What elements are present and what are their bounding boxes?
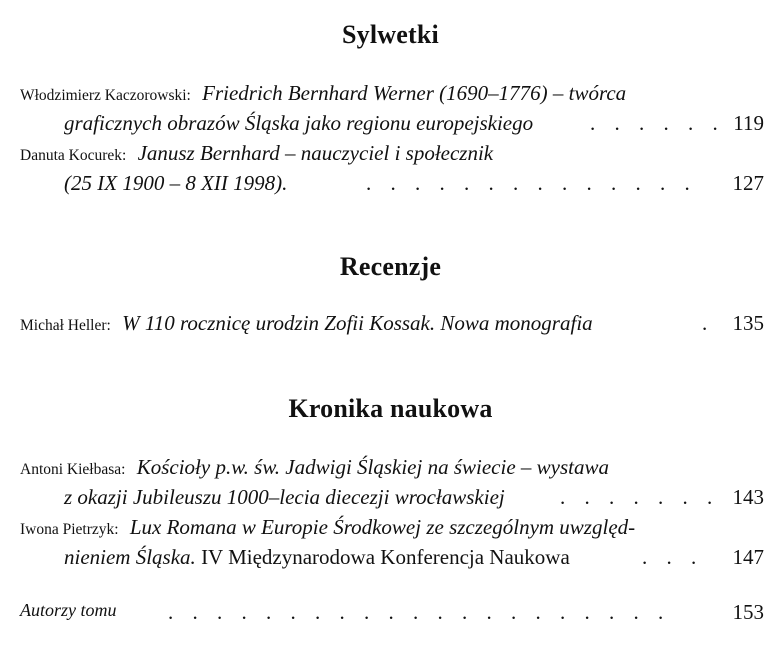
entry-author: Danuta Kocurek: [20, 147, 127, 164]
entry-title-line1: Friedrich Bernhard Werner (1690–1776) – twórca [202, 81, 627, 105]
entry-title-line2-roman: IV Międzynarodowa Konferencja Naukowa [201, 545, 570, 569]
page-number: 127 [732, 171, 764, 195]
section-heading-recenzje: Recenzje [339, 252, 442, 281]
toc-entry-kocurek [20, 138, 764, 198]
entry-title-line1: Janusz Bernhard – nauczyciel i społecznik [137, 141, 494, 165]
entry-title-line1: Lux Romana w Europie Środkowej ze szczególnym uwzględ- [129, 515, 636, 539]
leader-dots: . [702, 311, 708, 335]
toc-entry-kaczorowski [20, 78, 764, 138]
section-heading-kronika: Kronika naukowa [288, 394, 493, 423]
leader-dots: . . . . . . . [560, 485, 713, 509]
entry-title-line2: z okazji Jubileuszu 1000–lecia diecezji wrocławskiej [64, 485, 505, 509]
leader-dots: . . . . . . [590, 111, 718, 135]
page-number: 119 [733, 111, 764, 135]
toc-entry-heller [20, 308, 764, 338]
toc-entry-autorzy-tomu [20, 600, 764, 624]
entry-author: Włodzimierz Kaczorowski: [20, 87, 191, 104]
page-number: 147 [732, 545, 764, 569]
entry-author: Antoni Kiełbasa: [20, 461, 126, 478]
page-number: 135 [732, 311, 764, 335]
entry-author: Michał Heller: [20, 317, 111, 334]
leader-dots: . . . . . . . . . . . . . . . . . . . . . [168, 600, 664, 624]
section-heading-sylwetki: Sylwetki [342, 20, 439, 49]
toc-entry-pietrzyk [20, 512, 764, 572]
entry-title-line2: (25 IX 1900 – 8 XII 1998). [64, 171, 288, 195]
leader-dots: . . . [642, 545, 697, 569]
leader-dots: . . . . . . . . . . . . . . [366, 171, 690, 195]
entry-author: Iwona Pietrzyk: [20, 521, 119, 538]
toc-entry-kielbasa [20, 452, 764, 512]
page-number: 153 [732, 600, 764, 624]
entry-title-line1: Kościoły p.w. św. Jadwigi Śląskiej na świecie – wystawa [136, 455, 609, 479]
entry-title-line2: graficznych obrazów Śląska jako regionu europejskiego [64, 111, 534, 135]
page-number: 143 [732, 485, 764, 509]
entry-title: Autorzy tomu [20, 600, 117, 620]
entry-title-line2-italic: nieniem Śląska. [64, 545, 196, 569]
entry-title-line1: W 110 rocznicę urodzin Zofii Kossak. Nowa monografia [122, 311, 593, 335]
